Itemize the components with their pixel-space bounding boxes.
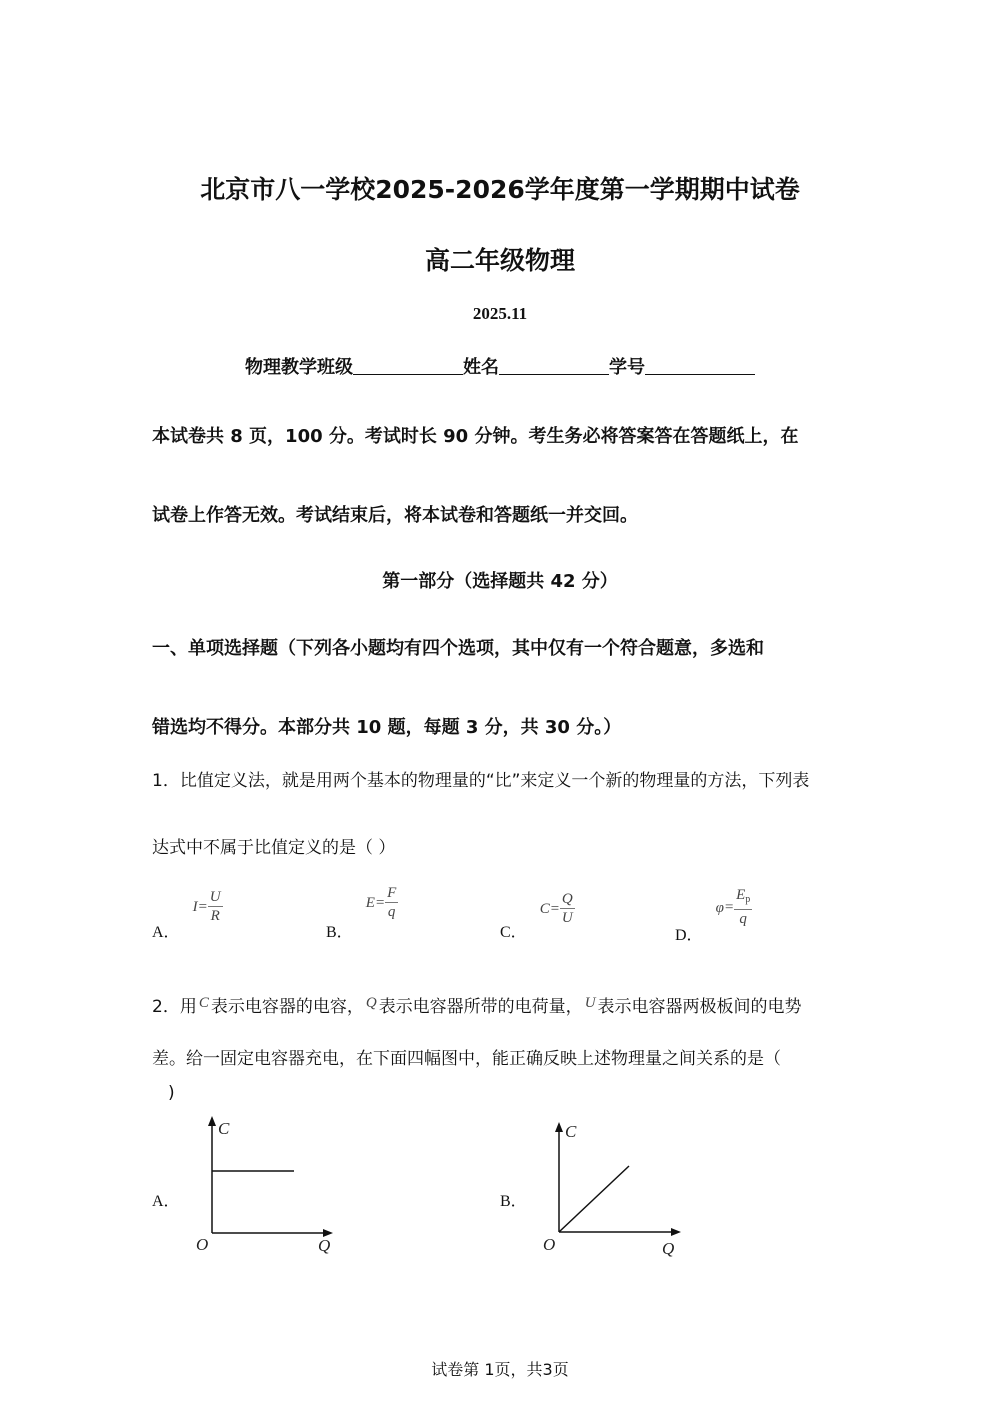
q2-option-a-label: A． bbox=[152, 1193, 180, 1210]
exam-subtitle: 高二年级物理 bbox=[424, 246, 575, 275]
symbol-c: C bbox=[198, 995, 209, 1011]
formula-lhs: E bbox=[365, 895, 375, 911]
formula-fraction bbox=[208, 888, 223, 925]
formula-fraction bbox=[560, 890, 575, 927]
formula-fraction bbox=[385, 884, 398, 921]
y-axis-arrow-icon bbox=[555, 1122, 563, 1132]
q1-stem-line1: 1．比值定义法，就是用两个基本的物理量的“比”来定义一个新的物理量的方法，下列表 bbox=[152, 771, 810, 791]
formula-lhs: φ bbox=[715, 899, 724, 916]
fraction-denominator: R bbox=[210, 908, 220, 924]
q1-stem-post: 比值定义的是（ ） bbox=[254, 838, 396, 858]
option-label: D． bbox=[675, 926, 703, 944]
instructions-line2: 试卷上作答无效。考试结束后，将本试卷和答题纸一并交回。 bbox=[152, 505, 638, 526]
class-field-blank[interactable] bbox=[353, 356, 463, 375]
formula-fraction bbox=[734, 886, 752, 928]
exam-date: 2025.11 bbox=[472, 304, 528, 323]
name-field-label: 姓名 bbox=[463, 357, 499, 378]
formula-eq: = bbox=[197, 899, 208, 915]
q2-graph-a[interactable] bbox=[190, 1110, 350, 1260]
symbol-u: U bbox=[584, 995, 596, 1011]
origin-label: O bbox=[543, 1235, 556, 1254]
fraction-denominator: U bbox=[561, 910, 573, 926]
q1-stem-line2 bbox=[152, 833, 395, 858]
id-field-label: 学号 bbox=[609, 357, 645, 378]
x-axis-arrow-icon bbox=[671, 1228, 681, 1236]
q1-option-a[interactable] bbox=[152, 888, 223, 941]
id-field-blank[interactable] bbox=[645, 356, 755, 375]
q2-stem-line3: ) bbox=[168, 1083, 175, 1103]
q2-stem-part-d: 表示电容器两极板间的电势 bbox=[597, 997, 802, 1017]
q2-option-b-label: B． bbox=[500, 1193, 527, 1210]
section-heading-line1: 一、单项选择题（下列各小题均有四个选项，其中仅有一个符合题意，多选和 bbox=[152, 638, 764, 659]
fraction-denominator: q bbox=[387, 904, 396, 920]
q1-stem-emphasis: 不属于 bbox=[203, 838, 254, 858]
formula-eq: = bbox=[549, 901, 560, 917]
formula-eq: = bbox=[374, 895, 386, 911]
q1-option-d[interactable] bbox=[675, 886, 752, 944]
x-axis-label: Q bbox=[662, 1239, 675, 1258]
numerator-symbol: E bbox=[736, 887, 746, 903]
formula-lhs: I bbox=[192, 899, 198, 915]
page-footer: 试卷第 1页，共3页 bbox=[431, 1360, 569, 1379]
y-axis-label: C bbox=[565, 1122, 577, 1141]
q2-stem-part-c: 表示电容器所带的电荷量， bbox=[378, 997, 583, 1017]
origin-label: O bbox=[196, 1235, 209, 1254]
instructions-line1: 本试卷共 8 页，100 分。考试时长 90 分钟。考生务必将答案答在答题纸上，在 bbox=[152, 426, 799, 447]
class-field-label: 物理教学班级 bbox=[245, 357, 353, 378]
exam-title: 北京市八一学校2025-2026学年度第一学期期中试卷 bbox=[200, 175, 800, 204]
name-field-blank[interactable] bbox=[499, 356, 609, 375]
symbol-q: Q bbox=[365, 995, 377, 1011]
y-axis-arrow-icon bbox=[208, 1116, 216, 1126]
section-heading-line2: 错选均不得分。本部分共 10 题，每题 3 分，共 30 分。） bbox=[152, 717, 622, 738]
q2-stem-part-a: 2．用 bbox=[152, 997, 197, 1017]
q2-stem-part-b: 表示电容器的电容， bbox=[210, 997, 364, 1017]
fraction-numerator bbox=[734, 886, 752, 910]
q2-graph-b[interactable] bbox=[538, 1114, 698, 1264]
fraction-numerator: Q bbox=[561, 891, 573, 907]
x-axis-label: Q bbox=[318, 1236, 331, 1255]
q1-stem-pre: 达式中 bbox=[152, 838, 203, 858]
q2-stem-line2: 差。给一固定电容器充电，在下面四幅图中，能正确反映上述物理量之间关系的是（ bbox=[152, 1049, 781, 1069]
q1-option-b[interactable] bbox=[326, 884, 398, 941]
fraction-denominator: q bbox=[739, 911, 747, 927]
y-axis-label: C bbox=[218, 1119, 230, 1138]
option-label: A． bbox=[152, 924, 180, 941]
fraction-numerator: F bbox=[387, 885, 397, 901]
q1-option-c[interactable] bbox=[500, 890, 575, 941]
numerator-subscript: p bbox=[745, 894, 751, 905]
option-label: B． bbox=[326, 924, 353, 941]
part1-heading: 第一部分（选择题共 42 分） bbox=[382, 571, 618, 592]
formula-lhs: C bbox=[539, 901, 550, 917]
graph-b-line bbox=[559, 1166, 629, 1232]
fraction-numerator: U bbox=[209, 889, 221, 905]
option-label: C． bbox=[500, 924, 527, 941]
q2-stem-line1 bbox=[152, 992, 802, 1017]
formula-eq: = bbox=[723, 899, 735, 916]
student-info-fields bbox=[0, 353, 1000, 379]
